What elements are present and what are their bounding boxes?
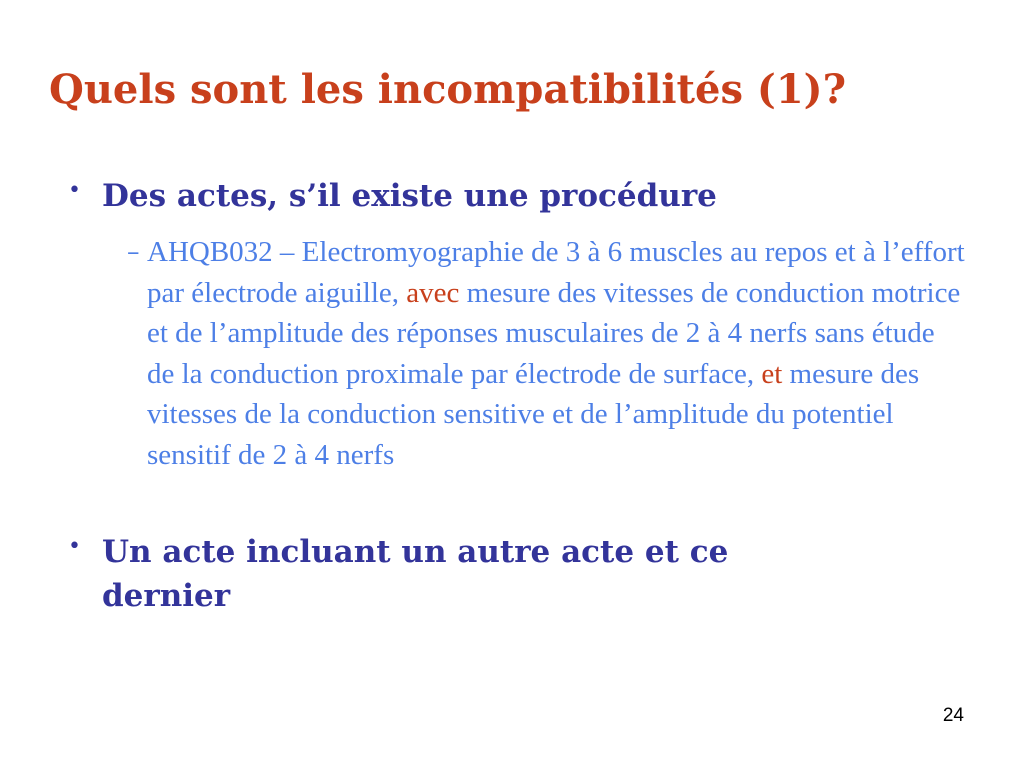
bullet-item-acte-incluant	[68, 530, 862, 618]
bullet-item-procedure	[68, 174, 717, 218]
sub-text-part-2: mesure des vitesses de conduction motrice et de l’amplitude des réponses musculaires de 2 à 4 nerfs sans étude de la conduction proximale par électrode de surface,	[147, 276, 961, 390]
bullet-icon: •	[68, 534, 81, 559]
page-number: 24	[942, 705, 964, 726]
slide-title: Quels sont les incompatibilités (1)?	[49, 66, 847, 113]
sub-bullet-ahqb032	[127, 232, 967, 475]
bullet-text: Des actes, s’il existe une procédure	[102, 178, 717, 214]
highlight-avec: avec	[406, 276, 460, 309]
bullet-text: Un acte incluant un autre acte et ce dernier	[102, 534, 729, 614]
sub-text-part-3: mesure des vitesses de la conduction sensitive et de l’amplitude du potentiel sensitif de 2 à 4 nerfs	[147, 357, 920, 471]
bullet-icon: •	[68, 178, 81, 203]
dash-icon: –	[127, 237, 140, 266]
sub-text-part-1: AHQB032 – Electromyographie de 3 à 6 muscles au repos et à l’effort par électrode aiguille,	[147, 236, 965, 309]
sub-bullet-text	[147, 232, 967, 475]
highlight-et: et	[761, 357, 783, 390]
